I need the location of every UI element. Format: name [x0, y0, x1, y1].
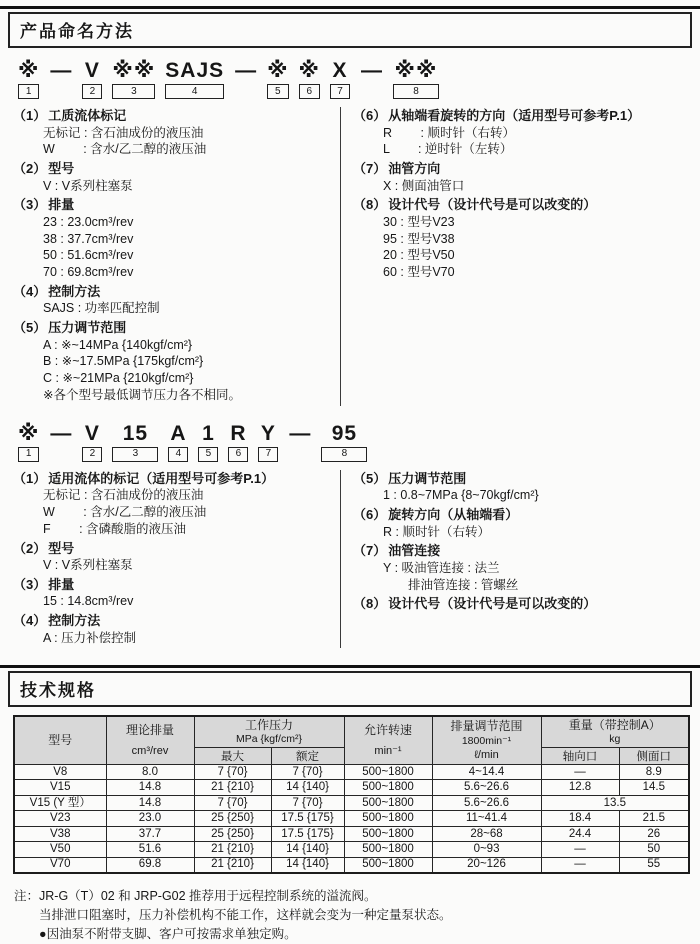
naming-item-heading: 压力调节范围: [48, 320, 127, 336]
table-cell: V15: [14, 780, 106, 796]
naming-item-line: W : 含水/乙二醇的液压油: [43, 142, 207, 157]
table-cell: 20~126: [432, 857, 541, 873]
naming-item-title: [353, 160, 700, 178]
table-cell: 14.8: [106, 780, 194, 796]
naming-item-number: （4）: [13, 283, 47, 299]
naming-item: [13, 160, 340, 194]
notes-lines: [39, 887, 452, 944]
table-cell: 500~1800: [344, 857, 432, 873]
code-symbol: V: [84, 421, 100, 445]
table-cell: 7 {70}: [271, 764, 344, 780]
code-number-box: 7: [258, 447, 278, 462]
naming-item-number: （7）: [353, 543, 387, 559]
naming-item-heading: 型号: [48, 540, 75, 556]
code-dash: —: [50, 59, 72, 82]
table-cell: 17.5 {175}: [271, 826, 344, 842]
table-cell: 21 {210}: [194, 780, 271, 796]
code-number-box: 2: [82, 84, 102, 99]
naming1-right-column: [340, 107, 700, 406]
naming-item-heading: 油管方向: [388, 161, 441, 177]
code-symbol: A: [170, 421, 187, 445]
naming-item-heading: 从轴端看旋转的方向（适用型号可参考P.1）: [388, 108, 641, 123]
naming-item-title: [13, 612, 340, 630]
code-symbol: Y: [260, 421, 276, 445]
table-row: [14, 780, 689, 796]
naming-item: [13, 196, 340, 281]
code-segment: [18, 422, 39, 462]
naming1-left-column: [0, 107, 340, 406]
naming2-columns: [0, 470, 700, 649]
code-segment: [258, 422, 278, 462]
naming-item: [353, 542, 700, 593]
col-header-range: 排量调节范围 1800min⁻¹ ℓ/min: [432, 716, 541, 764]
naming-item-line: ※各个型号最低调节压力各不相同。: [43, 387, 241, 402]
naming-item: [13, 283, 340, 317]
naming-item: [13, 470, 340, 538]
code-segment: [168, 422, 188, 462]
naming-item-line: R : 顺时针（右转）: [383, 524, 490, 539]
code-segment: [82, 422, 102, 462]
code-segment: [299, 59, 320, 99]
notes-label: 注：: [14, 888, 40, 903]
table-cell: 14 {140}: [271, 780, 344, 796]
table-cell: 500~1800: [344, 780, 432, 796]
naming-item-heading: 压力调节范围: [388, 470, 467, 486]
table-cell: 11~41.4: [432, 811, 541, 827]
code-symbol: ※: [18, 59, 40, 82]
code-symbol: 15: [122, 421, 149, 445]
naming-item: [13, 107, 340, 158]
naming-item-heading: 排量: [48, 197, 75, 213]
naming-item-title: [13, 107, 340, 125]
naming-item-title: [353, 107, 700, 125]
naming-item-title: [353, 595, 700, 613]
naming-item: [353, 470, 700, 504]
code-symbol: SAJS: [165, 59, 225, 82]
col-header-pressure-max: 最大: [194, 747, 271, 764]
code-segment: [18, 59, 39, 99]
col-header-pressure-rated: 额定: [271, 747, 344, 764]
code-segment: [393, 59, 439, 99]
naming-item-title: [13, 470, 340, 488]
naming2-block: [0, 422, 700, 649]
naming-item-line: 1 : 0.8~7MPa {8~70kgf/cm²}: [383, 488, 539, 503]
table-row: [14, 811, 689, 827]
code-symbol: X: [332, 59, 348, 82]
code-segment: [198, 422, 218, 462]
table-cell: 21 {210}: [194, 857, 271, 873]
col-header-speed: 允许转速 min⁻¹: [344, 716, 432, 764]
code-number-box: 4: [165, 84, 224, 99]
code-segment: [330, 59, 350, 99]
naming-item-heading: 适用流体的标记（适用型号可参考P.1）: [48, 470, 275, 486]
notes: [14, 887, 700, 944]
naming-item-line: R : 顺时针（右转）: [383, 125, 515, 140]
note-line: JR-G（T）02 和 JRP-G02 推荐用于远程控制系统的溢流阀。: [39, 888, 377, 903]
table-cell: 8.9: [619, 764, 689, 780]
code-number-box: 1: [18, 84, 39, 99]
naming-item-line: 20 : 型号V50: [383, 248, 455, 263]
naming-item-line: 30 : 型号V23: [383, 214, 455, 229]
naming-item-title: [13, 576, 340, 594]
naming-item-heading: 设计代号（设计代号是可以改变的）: [388, 197, 597, 213]
col-header-model: 型号: [14, 716, 106, 764]
naming2-left-column: [0, 470, 340, 649]
table-cell: 55: [619, 857, 689, 873]
code-segment: [112, 422, 158, 462]
code-symbol: ※※: [112, 59, 156, 82]
naming-item: [353, 196, 700, 281]
code-number-box: 4: [168, 447, 188, 462]
model-code-sajs: [13, 59, 700, 99]
naming-item-line: 70 : 69.8cm³/rev: [43, 265, 134, 280]
spec-table-body: [14, 764, 689, 873]
table-cell: —: [541, 857, 619, 873]
table-cell: 12.8: [541, 780, 619, 796]
naming-item: [353, 506, 700, 540]
catalog-page: [0, 6, 700, 941]
table-cell: 14 {140}: [271, 842, 344, 858]
naming-item-line: 排油管连接 : 管螺丝: [383, 577, 519, 592]
naming-item-number: （1）: [13, 108, 47, 123]
naming-item-number: （3）: [13, 576, 47, 592]
model-code-v15: [13, 422, 700, 462]
table-cell: 4~14.4: [432, 764, 541, 780]
naming-item-number: （7）: [353, 161, 387, 177]
naming-item-number: （8）: [353, 197, 387, 213]
code-dash: —: [235, 59, 257, 82]
naming-item-heading: 旋转方向（从轴端看）: [388, 507, 519, 523]
naming-item-line: A : 压力补偿控制: [43, 630, 137, 645]
table-cell: V23: [14, 811, 106, 827]
code-symbol: 95: [331, 421, 358, 445]
naming-item: [353, 595, 700, 613]
code-symbol: ※: [298, 59, 320, 82]
table-cell: 14.5: [619, 780, 689, 796]
naming-item-title: [13, 540, 340, 558]
naming-item-title: [353, 196, 700, 214]
code-number-box: 5: [198, 447, 218, 462]
table-cell: 18.4: [541, 811, 619, 827]
spec-table: [13, 715, 690, 874]
spec-table-header: [14, 716, 689, 764]
table-cell: V70: [14, 857, 106, 873]
naming1-columns: [0, 107, 700, 406]
code-number-box: 3: [112, 447, 158, 462]
naming-item-line: B : ※~17.5MPa {175kgf/cm²}: [43, 354, 204, 369]
table-cell: —: [541, 764, 619, 780]
naming-item-heading: 控制方法: [48, 613, 101, 629]
naming-item-line: V : V系列柱塞泵: [43, 178, 133, 193]
table-cell: 500~1800: [344, 764, 432, 780]
naming-item-number: （2）: [13, 161, 47, 177]
table-cell: 26: [619, 826, 689, 842]
naming-item-title: [353, 506, 700, 524]
code-segment: [321, 422, 367, 462]
code-symbol: ※: [267, 59, 289, 82]
naming-item-line: 15 : 14.8cm³/rev: [43, 594, 134, 609]
table-cell: 500~1800: [344, 795, 432, 811]
naming-item-line: 无标记 : 含石油成份的液压油: [43, 488, 204, 503]
code-number-box: 8: [321, 447, 367, 462]
code-symbol: ※※: [394, 59, 438, 82]
naming-item: [353, 160, 700, 194]
naming-item-line: W : 含水/乙二醇的液压油: [43, 505, 207, 520]
table-cell: 500~1800: [344, 826, 432, 842]
table-cell: 25 {250}: [194, 826, 271, 842]
code-dash: —: [50, 421, 72, 445]
table-cell: 8.0: [106, 764, 194, 780]
table-row: [14, 764, 689, 780]
table-cell: 5.6~26.6: [432, 780, 541, 796]
naming-item-title: [13, 283, 340, 301]
naming-item-number: （4）: [13, 613, 47, 629]
col-header-weight-side: 侧面口: [619, 747, 689, 764]
note-line: ●因油泵不附带支脚、客户可按需求单独定购。: [39, 926, 297, 941]
naming-item-heading: 油管连接: [388, 543, 441, 559]
code-segment: [165, 59, 224, 99]
naming-item-heading: 设计代号（设计代号是可以改变的）: [388, 596, 597, 612]
code-segment: [267, 59, 288, 99]
naming-item: [13, 319, 340, 404]
naming-item-line: F : 含磷酸脂的液压油: [43, 521, 187, 536]
naming-item-number: （1）: [13, 470, 47, 486]
table-cell: 37.7: [106, 826, 194, 842]
code-symbol: ※: [18, 421, 40, 445]
table-cell: 7 {70}: [194, 764, 271, 780]
section-title-naming: 产品命名方法: [8, 12, 692, 48]
table-cell: 50: [619, 842, 689, 858]
table-cell: V50: [14, 842, 106, 858]
naming-item-heading: 工质流体标记: [48, 108, 127, 123]
code-symbol: V: [84, 59, 100, 82]
naming-item-line: V : V系列柱塞泵: [43, 558, 133, 573]
naming-item-line: X : 侧面油管口: [383, 178, 465, 193]
naming-item-heading: 型号: [48, 161, 75, 177]
naming-item-line: C : ※~21MPa {210kgf/cm²}: [43, 371, 194, 386]
table-cell: 21 {210}: [194, 842, 271, 858]
naming-item-title: [353, 542, 700, 560]
table-cell: 69.8: [106, 857, 194, 873]
table-cell: 51.6: [106, 842, 194, 858]
naming-item: [13, 612, 340, 646]
code-number-box: 2: [82, 447, 102, 462]
naming-item-title: [353, 470, 700, 488]
naming-item-number: （6）: [353, 108, 387, 123]
naming-item: [353, 107, 700, 158]
naming-item-title: [13, 319, 340, 337]
naming-item-line: 38 : 37.7cm³/rev: [43, 231, 134, 246]
code-number-box: 5: [267, 84, 288, 99]
table-cell: 0~93: [432, 842, 541, 858]
code-symbol: 1: [202, 421, 215, 445]
table-cell: 13.5: [541, 795, 689, 811]
naming-item-line: 50 : 51.6cm³/rev: [43, 248, 134, 263]
code-dash: —: [360, 59, 382, 82]
naming-item-title: [13, 160, 340, 178]
naming-item-number: （3）: [13, 197, 47, 213]
col-header-pressure: 工作压力 MPa {kgf/cm²}: [194, 716, 344, 747]
naming-item-line: 23 : 23.0cm³/rev: [43, 214, 134, 229]
note-line: 当排泄口阻塞时，压力补偿机构不能工作，这样就会变为一种定量泵状态。: [39, 907, 452, 922]
code-symbol: R: [230, 421, 247, 445]
table-cell: 14 {140}: [271, 857, 344, 873]
naming-item-number: （2）: [13, 540, 47, 556]
tech-spec-block: [0, 665, 700, 944]
table-cell: 7 {70}: [194, 795, 271, 811]
code-segment: [112, 59, 155, 99]
col-header-displacement: 理论排量 cm³/rev: [106, 716, 194, 764]
naming-item-line: 95 : 型号V38: [383, 231, 455, 246]
code-number-box: 1: [18, 447, 39, 462]
table-row: [14, 795, 689, 811]
table-cell: —: [541, 842, 619, 858]
table-cell: 500~1800: [344, 842, 432, 858]
naming-item-number: （5）: [13, 320, 47, 336]
code-segment: [228, 422, 248, 462]
table-cell: 23.0: [106, 811, 194, 827]
table-cell: 17.5 {175}: [271, 811, 344, 827]
table-cell: V15 (Y 型）: [14, 795, 106, 811]
naming-item-line: Y : 吸油管连接 : 法兰: [383, 560, 500, 575]
naming-item: [13, 540, 340, 574]
table-cell: 24.4: [541, 826, 619, 842]
table-cell: 21.5: [619, 811, 689, 827]
naming-item-line: SAJS : 功率匹配控制: [43, 301, 160, 316]
table-cell: 25 {250}: [194, 811, 271, 827]
naming2-right-column: [340, 470, 700, 649]
col-header-weight: 重量（带控制A） kg: [541, 716, 689, 747]
naming-item-heading: 排量: [48, 576, 75, 592]
table-row: [14, 842, 689, 858]
table-cell: 500~1800: [344, 811, 432, 827]
table-cell: 5.6~26.6: [432, 795, 541, 811]
naming-item-heading: 控制方法: [48, 283, 101, 299]
col-header-weight-axial: 轴向口: [541, 747, 619, 764]
top-rule: [0, 6, 700, 9]
naming-item-line: 无标记 : 含石油成份的液压油: [43, 125, 204, 140]
code-number-box: 6: [228, 447, 248, 462]
tech-top-rule: [0, 665, 700, 668]
code-number-box: 8: [393, 84, 439, 99]
table-cell: 28~68: [432, 826, 541, 842]
code-number-box: 6: [299, 84, 320, 99]
naming-item-title: [13, 196, 340, 214]
naming-item-number: （8）: [353, 596, 387, 612]
code-dash: —: [289, 421, 311, 445]
naming-item: [13, 576, 340, 610]
code-number-box: 7: [330, 84, 350, 99]
naming-item-number: （6）: [353, 507, 387, 523]
table-row: [14, 826, 689, 842]
code-segment: [82, 59, 102, 99]
naming-item-line: A : ※~14MPa {140kgf/cm²}: [43, 337, 193, 352]
table-cell: V8: [14, 764, 106, 780]
table-row: [14, 857, 689, 873]
table-cell: 14.8: [106, 795, 194, 811]
table-cell: 7 {70}: [271, 795, 344, 811]
table-cell: V38: [14, 826, 106, 842]
naming-item-line: L : 逆时针（左转）: [383, 142, 513, 157]
section-title-specs: 技术规格: [8, 671, 692, 707]
naming-item-line: 60 : 型号V70: [383, 265, 455, 280]
naming-item-number: （5）: [353, 470, 387, 486]
code-number-box: 3: [112, 84, 155, 99]
